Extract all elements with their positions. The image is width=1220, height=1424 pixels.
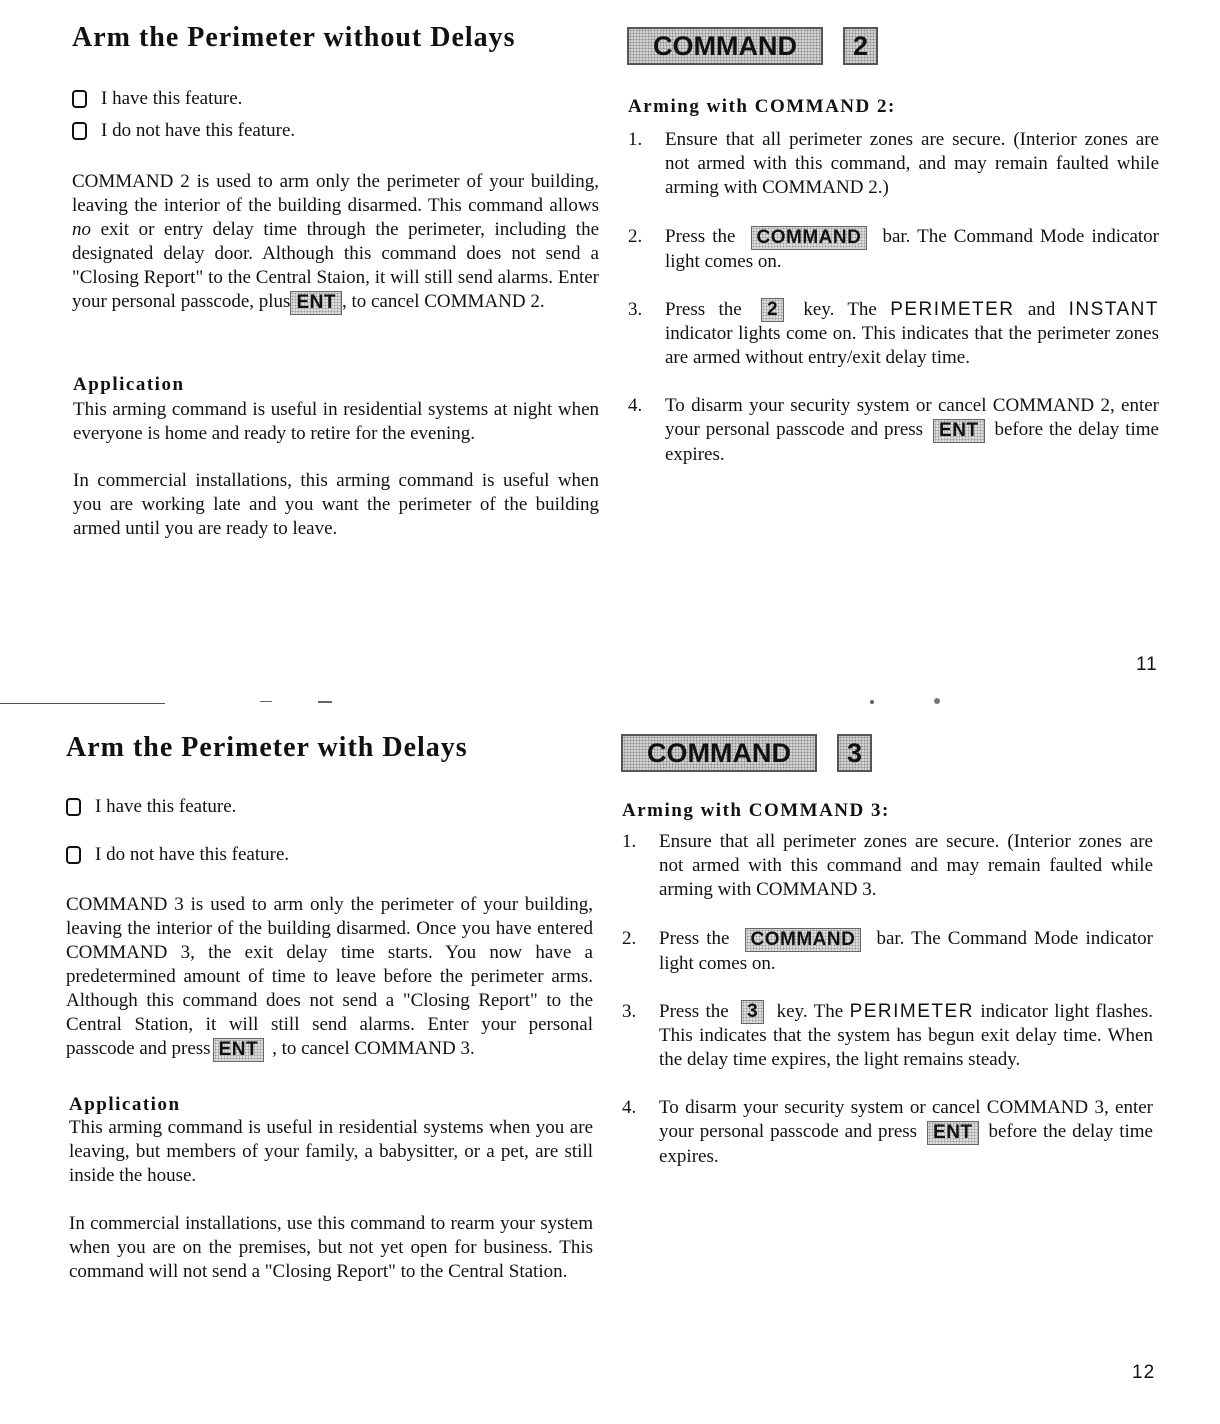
perimeter-indicator-label: PERIMETER [890, 298, 1015, 320]
step-1 [628, 128, 1159, 200]
intro-text: COMMAND 2 is used to arm only the perimeter of your building, leaving the interior of the building disarmed. This command allows [72, 171, 599, 216]
checkbox-label: I do not have this feature. [101, 120, 296, 141]
application-paragraph: This arming command is useful in residential systems at night when everyone is home and ready to retire for the evening. [73, 399, 599, 444]
step-number: 3. [622, 1000, 637, 1022]
command-header [621, 734, 872, 772]
application-paragraph: This arming command is useful in residential systems when you are leaving, but members of your family, a babysitter, or a pet, are still inside the house. [69, 1117, 593, 1186]
not-have-feature-option[interactable] [72, 120, 295, 142]
step-number: 1. [622, 831, 637, 852]
command-key: COMMAND [751, 226, 868, 250]
step-1 [622, 830, 1153, 902]
arming-heading: Arming with COMMAND 2: [628, 96, 896, 117]
step-text: bar. The Command Mode indicator light comes on. [665, 226, 1159, 272]
step-text: Press the [659, 1000, 729, 1022]
step-number: 2. [622, 928, 637, 949]
instant-indicator-label: INSTANT [1068, 298, 1160, 320]
step-text: bar. The Command Mode indicator light comes on. [659, 928, 1153, 974]
page-number: 12 [1132, 1362, 1156, 1383]
step-text: Ensure that all perimeter zones are secure. (Interior zones are not armed with this command, and may remain faulted while arming with COMMAND 2.) [665, 129, 1159, 198]
step-text: before the delay time expires. [665, 419, 1159, 465]
scan-mark [934, 698, 940, 704]
intro-paragraph [72, 170, 599, 315]
ent-key: ENT [933, 419, 985, 443]
checkbox-label: I do not have this feature. [95, 844, 290, 865]
command-key: COMMAND [621, 734, 817, 772]
checkbox-label: I have this feature. [95, 796, 237, 817]
command-number-key: 2 [843, 27, 878, 65]
application-paragraph: In commercial installations, use this command to rearm your system when you are on the premises, but not yet open for business. This command will not send a "Closing Report" to the Central Station. [69, 1213, 593, 1282]
step-text: Press the [665, 226, 736, 247]
scan-mark [260, 701, 272, 702]
step-text: key. The [776, 1000, 844, 1022]
command-key: COMMAND [627, 27, 823, 65]
ent-key: ENT [290, 291, 342, 315]
application-heading: Application [73, 374, 185, 395]
not-have-feature-option[interactable] [66, 844, 289, 866]
step-number: 4. [628, 395, 643, 417]
intro-text: exit or entry delay time through the perimeter, including the designated delay door. Although this command does not send a "Closing Report" to the Central Staion, it will still send alarms. Enter your personal passcode, plus [72, 219, 600, 312]
ent-key: ENT [927, 1121, 979, 1145]
page-title: Arm the Perimeter without Delays [72, 22, 516, 53]
steps-list [622, 830, 1153, 1169]
step-text: To disarm your security system or cancel COMMAND 2, enter your personal passcode and press [665, 395, 1159, 441]
checkbox-label: I have this feature. [101, 88, 243, 109]
intro-text: , to cancel COMMAND 2. [341, 291, 545, 312]
step-text: before the delay time expires. [659, 1121, 1153, 1167]
step-4 [622, 1096, 1153, 1169]
step-4 [628, 394, 1159, 467]
step-2 [628, 225, 1159, 274]
intro-text: , to cancel COMMAND 3. [272, 1038, 475, 1059]
step-text: indicator light flashes. This indicates that the system has begun exit delay time. When the delay time expires, the light remains steady. [659, 1000, 1154, 1071]
step-text: and [1027, 298, 1056, 320]
step-text: Ensure that all perimeter zones are secure. (Interior zones are not armed with this command and may remain faulted while arming with COMMAND 3. [659, 831, 1153, 900]
step-text: indicator lights come on. This indicates that the perimeter zones are armed without entry/exit delay time. [665, 323, 1159, 369]
step-text: Press the [665, 298, 742, 320]
command-key: COMMAND [745, 928, 862, 952]
number-key: 3 [741, 1000, 764, 1024]
step-number: 2. [628, 226, 643, 247]
have-feature-option[interactable] [66, 796, 236, 818]
perimeter-indicator-label: PERIMETER [849, 1000, 974, 1022]
checkbox-icon[interactable] [72, 90, 87, 108]
page-divider [0, 703, 165, 704]
step-2 [622, 927, 1153, 976]
checkbox-icon[interactable] [66, 798, 81, 816]
page-number: 11 [1136, 654, 1158, 675]
intro-emphasis: no [72, 219, 91, 240]
step-text: Press the [659, 928, 730, 949]
page-title: Arm the Perimeter with Delays [66, 732, 468, 763]
ent-key: ENT [213, 1038, 265, 1062]
step-text: To disarm your security system or cancel COMMAND 3, enter your personal passcode and press [659, 1097, 1153, 1143]
step-number: 4. [622, 1097, 637, 1119]
step-3 [622, 1000, 1153, 1073]
step-3 [628, 298, 1159, 371]
arming-heading: Arming with COMMAND 3: [622, 800, 890, 821]
step-number: 3. [628, 298, 643, 320]
scan-mark [870, 700, 874, 704]
step-number: 1. [628, 129, 643, 150]
page-11 [0, 0, 1220, 700]
checkbox-icon[interactable] [66, 846, 81, 864]
number-key: 2 [761, 298, 784, 322]
steps-list [628, 128, 1159, 467]
page-12 [0, 710, 1220, 1424]
have-feature-option[interactable] [72, 88, 242, 110]
command-header [627, 27, 878, 65]
intro-paragraph [66, 893, 593, 1062]
intro-text: COMMAND 3 is used to arm only the perimeter of your building, leaving the interior of the building disarmed. Once you have entered COMMAND 3, the exit delay time starts. You now have a predetermined amount of time to leave before the perimeter arms. Although this command does not send a "Closing Report" to the Central Station, it will still send alarms. Enter your personal passcode and press [66, 894, 593, 1059]
checkbox-icon[interactable] [72, 122, 87, 140]
scan-mark [318, 701, 332, 703]
step-text: key. The [803, 298, 877, 320]
application-heading: Application [69, 1094, 181, 1115]
application-paragraph: In commercial installations, this arming command is useful when you are working late and you want the perimeter of the building armed until you are ready to leave. [73, 470, 599, 539]
command-number-key: 3 [837, 734, 872, 772]
